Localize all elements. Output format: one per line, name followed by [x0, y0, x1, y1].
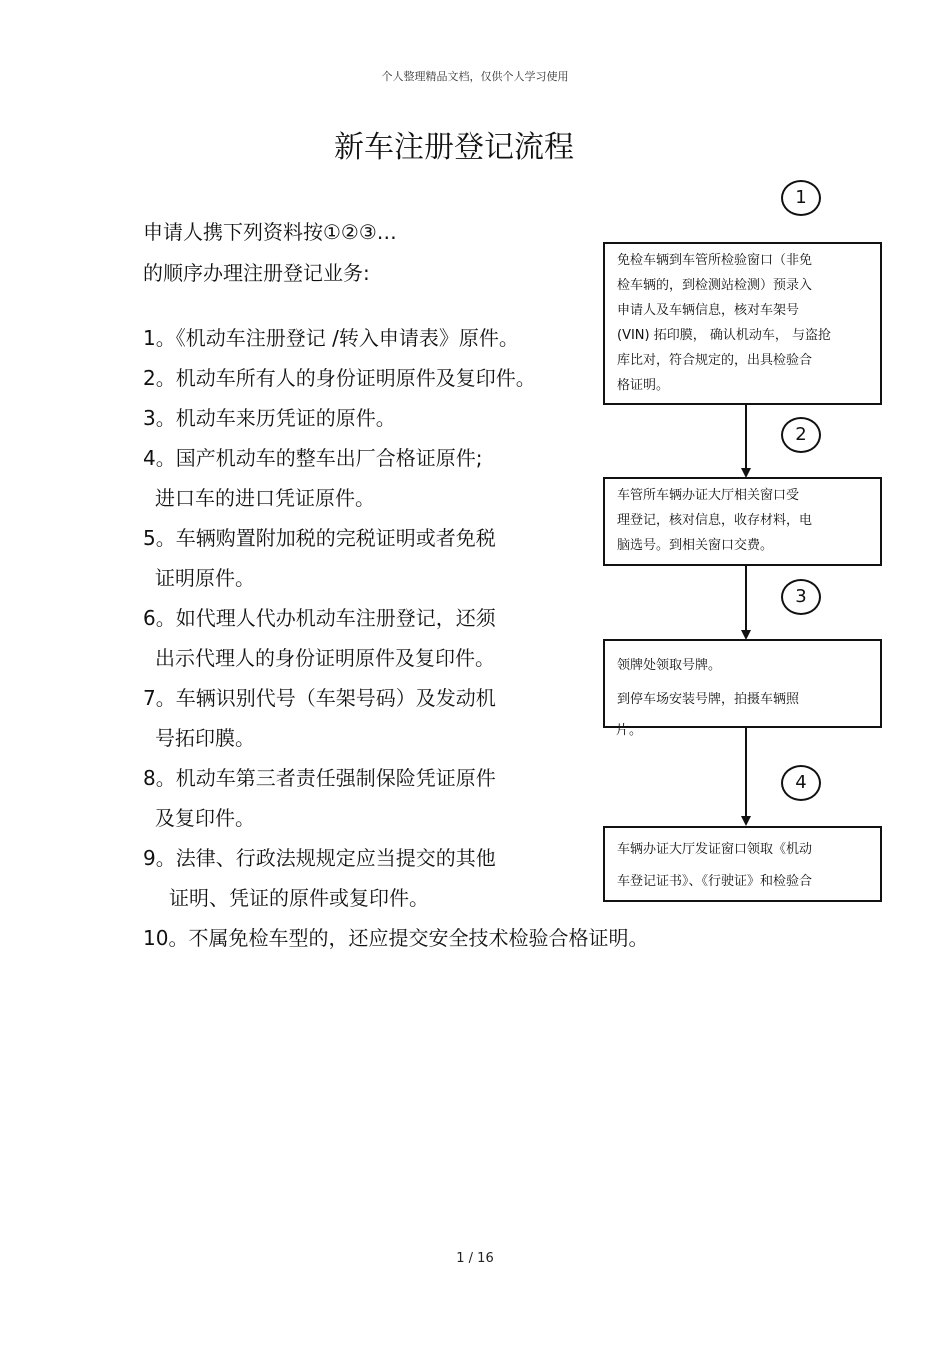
flow-step-1-box: [603, 242, 882, 405]
requirement-item-8: 8。机动车第三者责任强制保险凭证原件: [143, 766, 496, 790]
requirement-item-3: 3。机动车来历凭证的原件。: [143, 406, 396, 430]
flow-arrowhead-3: [741, 816, 751, 826]
flow-connector-3: [745, 728, 747, 816]
page-number: 1 / 16: [456, 1251, 494, 1266]
flow-step-4-line: 车登记证书》、《行驶证》和检验合: [617, 874, 813, 889]
flow-step-1-line: 检车辆的，到检测站检测）预录入: [617, 278, 813, 293]
flow-connector-2: [745, 566, 747, 630]
flow-step-3-line: 到停车场安装号牌，拍摄车辆照: [617, 692, 800, 707]
requirement-item-2: 2。机动车所有人的身份证明原件及复印件。: [143, 366, 536, 390]
intro-line-2: 的顺序办理注册登记业务:: [143, 261, 370, 285]
header-note: 个人整理精品文档，仅供个人学习使用: [381, 70, 569, 83]
flow-connector-1: [745, 405, 747, 468]
step-3-badge: 3: [781, 579, 821, 615]
requirement-item-8-cont: 及复印件。: [155, 806, 255, 830]
requirement-item-1: 1。《机动车注册登记 /转入申请表》原件。: [143, 326, 519, 350]
requirement-item-5: 5。车辆购置附加税的完税证明或者免税: [143, 526, 496, 550]
flow-step-2-line: 脑选号。到相关窗口交费。: [617, 538, 774, 553]
requirement-item-9-cont: 证明、凭证的原件或复印件。: [169, 886, 429, 910]
step-4-badge: 4: [781, 765, 821, 801]
flow-step-1-line: (VIN) 拓印膜， 确认机动车， 与盗抢: [617, 328, 831, 343]
intro-line-1: 申请人携下列资料按①②③…: [143, 220, 397, 244]
flow-step-4-box: [603, 826, 882, 902]
flow-step-1-line: 库比对，符合规定的，出具检验合: [617, 353, 813, 368]
flow-step-4-line: 车辆办证大厅发证窗口领取《机动: [617, 842, 813, 857]
flow-step-1-line: 申请人及车辆信息，核对车架号: [617, 303, 800, 318]
requirement-item-5-cont: 证明原件。: [155, 566, 255, 590]
step-1-badge: 1: [781, 180, 821, 216]
flow-step-3-overflow-line: 片。: [616, 723, 643, 738]
step-2-badge: 2: [781, 417, 821, 453]
flow-step-2-line: 车管所车辆办证大厅相关窗口受: [617, 488, 800, 503]
requirement-item-4: 4。国产机动车的整车出厂合格证原件;: [143, 446, 483, 470]
requirement-item-6: 6。如代理人代办机动车注册登记，还须: [143, 606, 496, 630]
requirement-item-10: 10。不属免检车型的，还应提交安全技术检验合格证明。: [143, 926, 649, 950]
flow-step-2-line: 理登记，核对信息，收存材料，电: [617, 513, 813, 528]
flow-step-3-line: 领牌处领取号牌。: [617, 658, 722, 673]
requirement-item-6-cont: 出示代理人的身份证明原件及复印件。: [155, 646, 495, 670]
flow-step-3-box: [603, 639, 882, 728]
requirement-item-7: 7。车辆识别代号（车架号码）及发动机: [143, 686, 496, 710]
page-title: 新车注册登记流程: [334, 130, 574, 165]
requirement-item-7-cont: 号拓印膜。: [155, 726, 255, 750]
flow-step-1-line: 格证明。: [617, 378, 670, 393]
requirement-item-9: 9。法律、行政法规规定应当提交的其他: [143, 846, 496, 870]
flow-step-2-box: [603, 477, 882, 566]
requirement-item-4-cont: 进口车的进口凭证原件。: [155, 486, 375, 510]
flow-step-1-line: 免检车辆到车管所检验窗口（非免: [617, 253, 813, 268]
